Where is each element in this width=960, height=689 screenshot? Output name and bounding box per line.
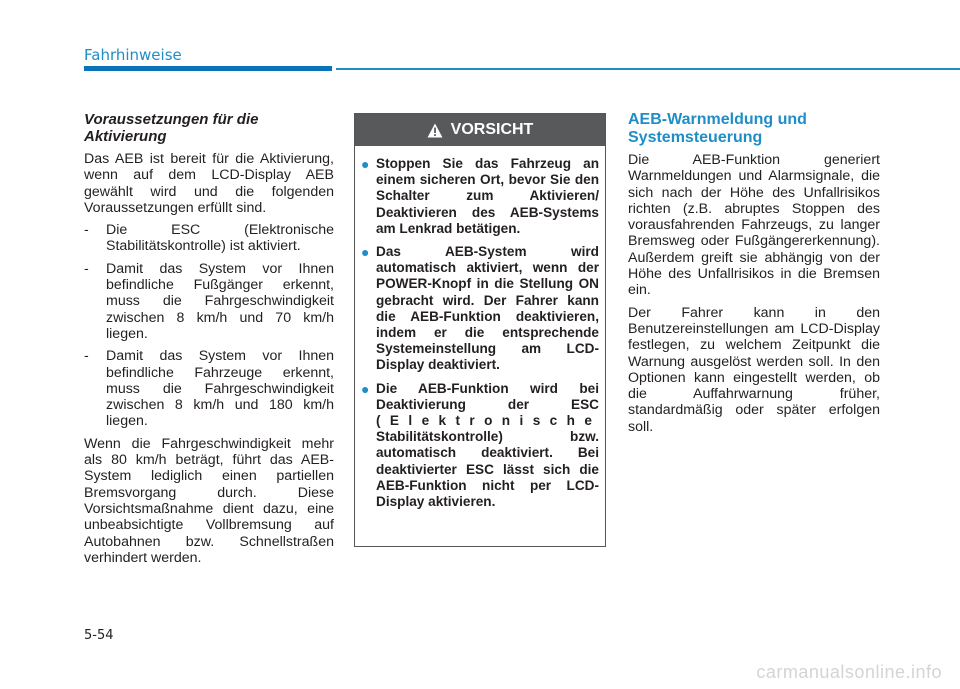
caution-item — [361, 380, 602, 511]
right-column — [628, 111, 880, 441]
section-title: Fahrhinweise — [84, 46, 182, 64]
activation-heading: Voraussetzungen für die Aktivierung — [84, 111, 259, 145]
page-number: 5-54 — [84, 628, 114, 643]
warning-control-heading: AEB-Warnmeldung und Systemsteuerung — [628, 111, 807, 146]
speed-note: Wenn die Fahrgeschwindigkeit mehr als 80 km/h beträgt, führt das AEB-System lediglich einen partiellen Bremsvorgang durch. Diese Vorsichtsmaßnahme dient dazu, eine unbeabsichtigte Vollbremsung auf Autobahnen bzw. Schnellstraßen verhindert werden. — [84, 435, 334, 566]
dash-marker: - — [84, 348, 89, 365]
caution-item — [361, 244, 599, 374]
caution-header — [355, 114, 605, 146]
condition-text: Die ESC (Elektronische Stabilitätskontrolle) ist aktiviert. — [106, 222, 334, 255]
bullet-icon: ● — [361, 156, 370, 172]
caution-text: Das AEB-System wird automatisch aktiviert, wenn der POWER-Knopf in die Stellung ON gebracht wird. Der Fahrer kann die AEB-Funktion deaktivieren, indem er die entsprechende Systemeinstellung am LCD-Display deaktiviert. — [376, 244, 599, 373]
warning-paragraph: Die AEB-Funktion generiert Warnmeldungen und Alarmsignale, die sich nach der Höhe des Unfallrisikos richten (z.B. abruptes Stoppen des vorausfahrenden Fahrzeugs, zu langer Bremsweg oder Fußgängererkennung). Außerdem greift sie abhängig von der Höhe des Unfallrisikos in die Bremsen ein. — [628, 152, 880, 299]
condition-item — [84, 261, 334, 342]
dash-marker: - — [84, 222, 89, 239]
left-column — [84, 111, 334, 572]
header-rule-light — [336, 68, 960, 70]
caution-text: Stoppen Sie das Fahrzeug an einem sicheren Ort, bevor Sie den Schalter zum Aktivieren/ Deaktivieren des AEB-Systems am Lenkrad betätigen. — [376, 156, 599, 236]
bullet-icon: ● — [361, 244, 370, 261]
warning-triangle-icon — [427, 123, 443, 138]
condition-item — [84, 222, 334, 255]
watermark: carmanualsonline.info — [756, 662, 942, 682]
caution-text-part1: Die AEB-Funktion wird bei Deaktivierung der ESC — [376, 380, 599, 412]
condition-item — [84, 348, 334, 429]
header-rule-dark — [84, 66, 332, 71]
activation-intro: Das AEB ist bereit für die Aktivierung, wenn auf dem LCD-Display AEB gewählt wird und die folgenden Voraussetzungen erfüllt sind. — [84, 151, 334, 216]
settings-paragraph: Der Fahrer kann in den Benutzereinstellungen am LCD-Display festlegen, zu welchem Zeitpunkt die Warnung ausgelöst werden soll. In den Optionen kann eingestellt werden, ob die Auffahrwarnung früher, standardmäßig oder später erfolgen soll. — [628, 304, 880, 435]
caution-item — [361, 156, 599, 237]
condition-text: Damit das System vor Ihnen befindliche Fahrzeuge erkennt, muss die Fahrgeschwindigkeit zwischen 8 km/h und 180 km/h liegen. — [106, 348, 334, 430]
caution-text-part2: Stabilitätskontrolle) bzw. automatisch deaktiviert. Bei deaktivierter ESC lässt sich die AEB-Funktion nicht per LCD-Display aktivieren. — [376, 429, 599, 510]
caution-body — [355, 146, 605, 510]
bullet-icon: ● — [361, 380, 370, 397]
caution-box — [354, 113, 606, 547]
condition-text: Damit das System vor Ihnen befindliche Fußgänger erkennt, muss die Fahrgeschwindigkeit zwischen 8 km/h und 70 km/h liegen. — [106, 260, 334, 342]
caution-text-spaced: (Elektronische — [376, 413, 602, 429]
dash-marker: - — [84, 260, 89, 277]
caution-title: VORSICHT — [450, 121, 534, 138]
